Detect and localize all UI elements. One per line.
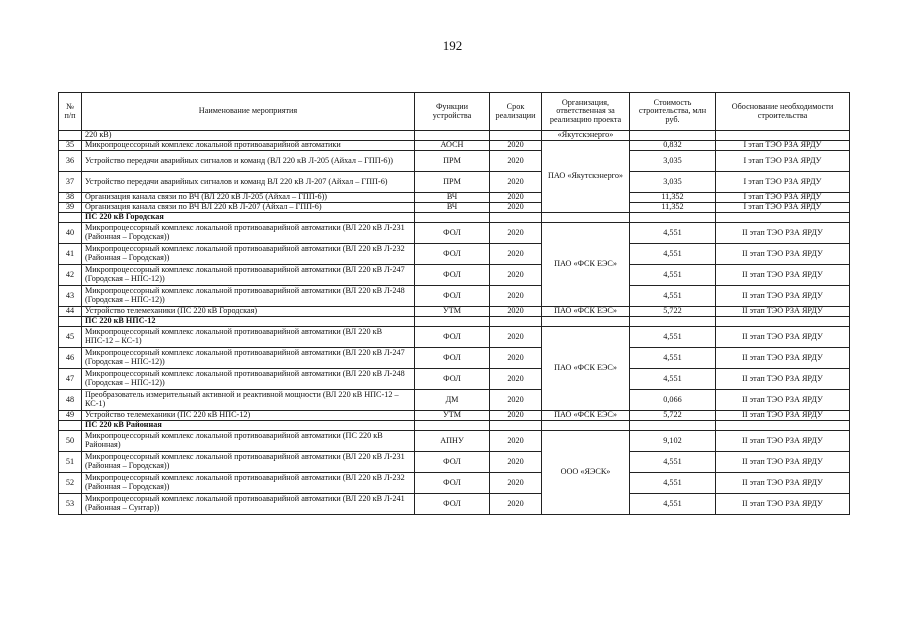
row-name: Устройство телемеханики (ПС 220 кВ НПС-12) xyxy=(82,411,415,421)
row-func: ФОЛ xyxy=(415,223,490,244)
row-org: ООО «ЯЭСК» xyxy=(542,431,630,515)
row-basis: II этап ТЭО РЗА ЯРДУ xyxy=(716,473,850,494)
row-num: 38 xyxy=(59,193,82,203)
header-func: Функции устройства xyxy=(415,93,490,131)
row-basis: II этап ТЭО РЗА ЯРДУ xyxy=(716,223,850,244)
row-basis: I этап ТЭО РЗА ЯРДУ xyxy=(716,141,850,151)
table-row xyxy=(59,131,850,141)
header-name: Наименование мероприятия xyxy=(82,93,415,131)
header-row xyxy=(59,93,850,131)
row-name: Организация канала связи по ВЧ (ВЛ 220 кВ Л-205 (Айхал – ГПП-6)) xyxy=(82,193,415,203)
row-cost: 4,551 xyxy=(630,452,716,473)
row-name: Микропроцессорный комплекс локальной противоаварийной автоматики (ВЛ 220 кВ НПС-12 – КС-1) xyxy=(82,327,415,348)
row-basis: II этап ТЭО РЗА ЯРДУ xyxy=(716,244,850,265)
row-year: 2020 xyxy=(490,203,542,213)
row-num: 35 xyxy=(59,141,82,151)
row-year: 2020 xyxy=(490,369,542,390)
row-org: ПАО «ФСК ЕЭС» xyxy=(542,327,630,411)
row-year: 2020 xyxy=(490,141,542,151)
row-name: Микропроцессорный комплекс локальной противоаварийной автоматики (ВЛ 220 кВ Л-232 (Районная – Городская)) xyxy=(82,473,415,494)
row-cost: 4,551 xyxy=(630,348,716,369)
row-num: 49 xyxy=(59,411,82,421)
row-basis: II этап ТЭО РЗА ЯРДУ xyxy=(716,390,850,411)
row-year: 2020 xyxy=(490,193,542,203)
row-func: ФОЛ xyxy=(415,244,490,265)
row-num: 50 xyxy=(59,431,82,452)
table-row xyxy=(59,348,850,369)
row-cost: 3,035 xyxy=(630,151,716,172)
row-year: 2020 xyxy=(490,473,542,494)
row-basis: I этап ТЭО РЗА ЯРДУ xyxy=(716,203,850,213)
section-title: ПС 220 кВ Городская xyxy=(82,213,415,223)
row-cost: 4,551 xyxy=(630,473,716,494)
row-year: 2020 xyxy=(490,348,542,369)
row-func: ПРМ xyxy=(415,151,490,172)
table-row xyxy=(59,390,850,411)
row-basis: II этап ТЭО РЗА ЯРДУ xyxy=(716,494,850,515)
row-num: 48 xyxy=(59,390,82,411)
row-basis: II этап ТЭО РЗА ЯРДУ xyxy=(716,327,850,348)
row-func: АПНУ xyxy=(415,431,490,452)
page-number: 192 xyxy=(442,38,463,53)
section-row xyxy=(59,213,850,223)
table-row xyxy=(59,452,850,473)
row-func: ФОЛ xyxy=(415,348,490,369)
row-year: 2020 xyxy=(490,411,542,421)
row-year: 2020 xyxy=(490,327,542,348)
section-title: ПС 220 кВ НПС-12 xyxy=(82,317,415,327)
row-basis: II этап ТЭО РЗА ЯРДУ xyxy=(716,452,850,473)
table-row xyxy=(59,494,850,515)
table-row xyxy=(59,265,850,286)
row-num: 43 xyxy=(59,286,82,307)
row-func: ФОЛ xyxy=(415,327,490,348)
table-row xyxy=(59,327,850,348)
row-num: 36 xyxy=(59,151,82,172)
row-org: «Якутскэнерго» xyxy=(542,131,630,141)
table-row xyxy=(59,431,850,452)
header-year: Срок реализации xyxy=(490,93,542,131)
row-org: ПАО «Якутскэнерго» xyxy=(542,141,630,213)
row-basis: II этап ТЭО РЗА ЯРДУ xyxy=(716,411,850,421)
row-basis: II этап ТЭО РЗА ЯРДУ xyxy=(716,431,850,452)
row-cost: 4,551 xyxy=(630,244,716,265)
row-cost: 0,066 xyxy=(630,390,716,411)
row-basis: II этап ТЭО РЗА ЯРДУ xyxy=(716,348,850,369)
row-func: ПРМ xyxy=(415,172,490,193)
table-row xyxy=(59,411,850,421)
header-num: № п/п xyxy=(59,93,82,131)
row-basis: II этап ТЭО РЗА ЯРДУ xyxy=(716,286,850,307)
row-func: ФОЛ xyxy=(415,473,490,494)
row-cost: 11,352 xyxy=(630,203,716,213)
header-cost: Стоимость строительства, млн руб. xyxy=(630,93,716,131)
row-num: 37 xyxy=(59,172,82,193)
row-num: 52 xyxy=(59,473,82,494)
row-cost: 4,551 xyxy=(630,265,716,286)
row-func: ДМ xyxy=(415,390,490,411)
row-basis: II этап ТЭО РЗА ЯРДУ xyxy=(716,369,850,390)
row-name: Микропроцессорный комплекс локальной противоаварийной автоматики xyxy=(82,141,415,151)
row-func: ФОЛ xyxy=(415,452,490,473)
row-basis: I этап ТЭО РЗА ЯРДУ xyxy=(716,151,850,172)
row-cost: 4,551 xyxy=(630,494,716,515)
row-cost: 3,035 xyxy=(630,172,716,193)
table-row xyxy=(59,244,850,265)
row-num: 41 xyxy=(59,244,82,265)
row-year: 2020 xyxy=(490,431,542,452)
row-num: 51 xyxy=(59,452,82,473)
row-cost: 9,102 xyxy=(630,431,716,452)
row-func: ФОЛ xyxy=(415,286,490,307)
row-name: Микропроцессорный комплекс локальной противоаварийной автоматики (ВЛ 220 кВ Л-247 (Городская – НПС-12)) xyxy=(82,265,415,286)
row-cost: 4,551 xyxy=(630,286,716,307)
table-row xyxy=(59,203,850,213)
row-name: 220 кВ) xyxy=(82,131,415,141)
row-cost: 11,352 xyxy=(630,193,716,203)
row-func: УТМ xyxy=(415,411,490,421)
row-name: Микропроцессорный комплекс локальной противоаварийной автоматики (ВЛ 220 кВ Л-231 (Районная – Городская)) xyxy=(82,452,415,473)
row-name: Микропроцессорный комплекс локальной противоаварийной автоматики (ВЛ 220 кВ Л-241 (Районная – Сунтар)) xyxy=(82,494,415,515)
section-title: ПС 220 кВ Районная xyxy=(82,421,415,431)
row-basis: II этап ТЭО РЗА ЯРДУ xyxy=(716,307,850,317)
table-row xyxy=(59,369,850,390)
row-cost: 5,722 xyxy=(630,411,716,421)
row-basis: I этап ТЭО РЗА ЯРДУ xyxy=(716,193,850,203)
table-row xyxy=(59,172,850,193)
row-name: Организация канала связи по ВЧ ВЛ 220 кВ Л-207 (Айхал – ГПП-6) xyxy=(82,203,415,213)
table-row xyxy=(59,193,850,203)
row-num: 47 xyxy=(59,369,82,390)
table-row xyxy=(59,307,850,317)
row-name: Преобразователь измерительный активной и реактивной мощности (ВЛ 220 кВ НПС-12 – КС-1) xyxy=(82,390,415,411)
row-cost: 4,551 xyxy=(630,369,716,390)
row-num: 46 xyxy=(59,348,82,369)
row-num: 39 xyxy=(59,203,82,213)
row-num: 44 xyxy=(59,307,82,317)
row-org: ПАО «ФСК ЕЭС» xyxy=(542,411,630,421)
row-basis: I этап ТЭО РЗА ЯРДУ xyxy=(716,172,850,193)
row-year: 2020 xyxy=(490,172,542,193)
row-func: УТМ xyxy=(415,307,490,317)
row-year: 2020 xyxy=(490,244,542,265)
row-name: Устройство передачи аварийных сигналов и команд ВЛ 220 кВ Л-207 (Айхал – ГПП-6) xyxy=(82,172,415,193)
row-cost: 4,551 xyxy=(630,223,716,244)
measures-table xyxy=(58,92,850,515)
section-row xyxy=(59,421,850,431)
row-year: 2020 xyxy=(490,286,542,307)
row-func: ФОЛ xyxy=(415,494,490,515)
row-year: 2020 xyxy=(490,223,542,244)
table-row xyxy=(59,286,850,307)
row-name: Микропроцессорный комплекс локальной противоаварийной автоматики (ПС 220 кВ Районная) xyxy=(82,431,415,452)
row-num: 45 xyxy=(59,327,82,348)
row-name: Устройство телемеханики (ПС 220 кВ Городская) xyxy=(82,307,415,317)
row-year: 2020 xyxy=(490,390,542,411)
row-cost: 0,832 xyxy=(630,141,716,151)
row-num: 53 xyxy=(59,494,82,515)
row-cost: 5,722 xyxy=(630,307,716,317)
row-year: 2020 xyxy=(490,151,542,172)
row-name: Микропроцессорный комплекс локальной противоаварийной автоматики (ВЛ 220 кВ Л-248 (Городская – НПС-12)) xyxy=(82,286,415,307)
row-func: АОСН xyxy=(415,141,490,151)
header-basis: Обоснование необходимости строительства xyxy=(716,93,850,131)
row-func: ФОЛ xyxy=(415,369,490,390)
table-row xyxy=(59,473,850,494)
row-name: Микропроцессорный комплекс локальной противоаварийной автоматики (ВЛ 220 кВ Л-232 (Районная – Городская)) xyxy=(82,244,415,265)
row-func: ВЧ xyxy=(415,203,490,213)
table-row xyxy=(59,151,850,172)
row-func: ВЧ xyxy=(415,193,490,203)
row-name: Микропроцессорный комплекс локальной противоаварийной автоматики (ВЛ 220 кВ Л-247 (Городская – НПС-12)) xyxy=(82,348,415,369)
row-func: ФОЛ xyxy=(415,265,490,286)
row-num: 40 xyxy=(59,223,82,244)
header-org: Организация, ответственная за реализацию проекта xyxy=(542,93,630,131)
row-name: Микропроцессорный комплекс локальной противоаварийной автоматики (ВЛ 220 кВ Л-231 (Районная – Городская)) xyxy=(82,223,415,244)
row-year: 2020 xyxy=(490,307,542,317)
row-cost: 4,551 xyxy=(630,327,716,348)
table-row xyxy=(59,223,850,244)
row-year: 2020 xyxy=(490,452,542,473)
row-name: Микропроцессорный комплекс локальной противоаварийной автоматики (ВЛ 220 кВ Л-248 (Городская – НПС-12)) xyxy=(82,369,415,390)
row-year: 2020 xyxy=(490,265,542,286)
section-row xyxy=(59,317,850,327)
row-year: 2020 xyxy=(490,494,542,515)
row-num: 42 xyxy=(59,265,82,286)
row-basis: II этап ТЭО РЗА ЯРДУ xyxy=(716,265,850,286)
row-org: ПАО «ФСК ЕЭС» xyxy=(542,307,630,317)
table-row xyxy=(59,141,850,151)
row-name: Устройство передачи аварийных сигналов и команд (ВЛ 220 кВ Л-205 (Айхал – ГПП-6)) xyxy=(82,151,415,172)
row-org: ПАО «ФСК ЕЭС» xyxy=(542,223,630,307)
